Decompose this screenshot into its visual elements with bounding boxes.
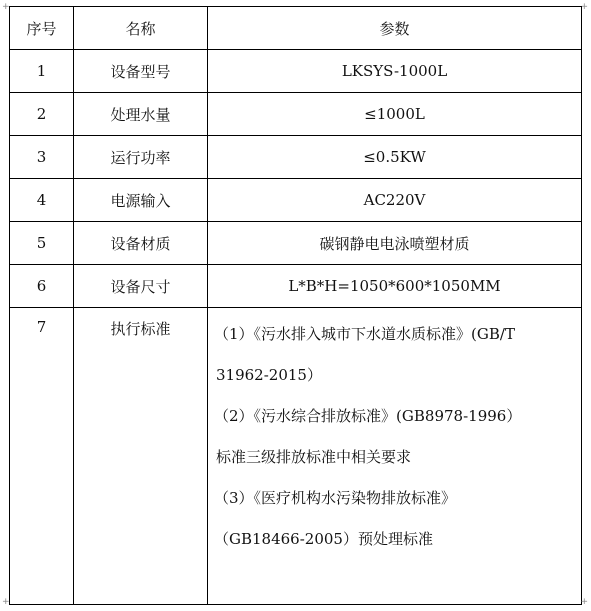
table-row [10, 50, 582, 93]
header-seq: 序号 [10, 7, 74, 50]
row-param: L*B*H=1050*600*1050MM [208, 265, 582, 308]
corner-mark-top-left: + [2, 2, 10, 12]
row-seq: 6 [10, 265, 74, 308]
standard-line: 标准三级排放标准中相关要求 [216, 448, 412, 466]
header-param: 参数 [208, 7, 582, 50]
row-param: AC220V [208, 179, 582, 222]
row-name: 设备型号 [74, 50, 208, 93]
standard-line: （2）《污水综合排放标准》(GB8978-1996） [214, 407, 522, 425]
row-seq: 7 [10, 308, 74, 605]
header-name: 名称 [74, 7, 208, 50]
table-row [10, 179, 582, 222]
row-name: 设备材质 [74, 222, 208, 265]
row-param: ≤0.5KW [208, 136, 582, 179]
row-name: 运行功率 [74, 136, 208, 179]
row-param: LKSYS-1000L [208, 50, 582, 93]
row-name: 设备尺寸 [74, 265, 208, 308]
spec-table [9, 6, 582, 605]
row-param: ≤1000L [208, 93, 582, 136]
row-name: 电源输入 [74, 179, 208, 222]
table-row [10, 222, 582, 265]
table-row-standards [10, 308, 582, 605]
table-row [10, 136, 582, 179]
table-row [10, 265, 582, 308]
corner-mark-bottom-left: + [2, 597, 10, 607]
standard-line: （GB18466-2005）预处理标准 [214, 530, 433, 548]
table-header-row [10, 7, 582, 50]
standards-list [208, 308, 582, 605]
row-name: 处理水量 [74, 93, 208, 136]
row-seq: 1 [10, 50, 74, 93]
standard-line: （1）《污水排入城市下水道水质标准》(GB/T [214, 325, 515, 343]
row-seq: 3 [10, 136, 74, 179]
corner-mark-bottom-right: + [580, 597, 588, 607]
standard-line: （3）《医疗机构水污染物排放标准》 [214, 489, 457, 507]
table-row [10, 93, 582, 136]
standard-line: 31962-2015） [216, 366, 322, 384]
row-param: 碳钢静电电泳喷塑材质 [208, 222, 582, 265]
row-name: 执行标准 [74, 308, 208, 605]
row-seq: 2 [10, 93, 74, 136]
row-seq: 5 [10, 222, 74, 265]
row-seq: 4 [10, 179, 74, 222]
corner-mark-top-right: + [580, 2, 588, 12]
